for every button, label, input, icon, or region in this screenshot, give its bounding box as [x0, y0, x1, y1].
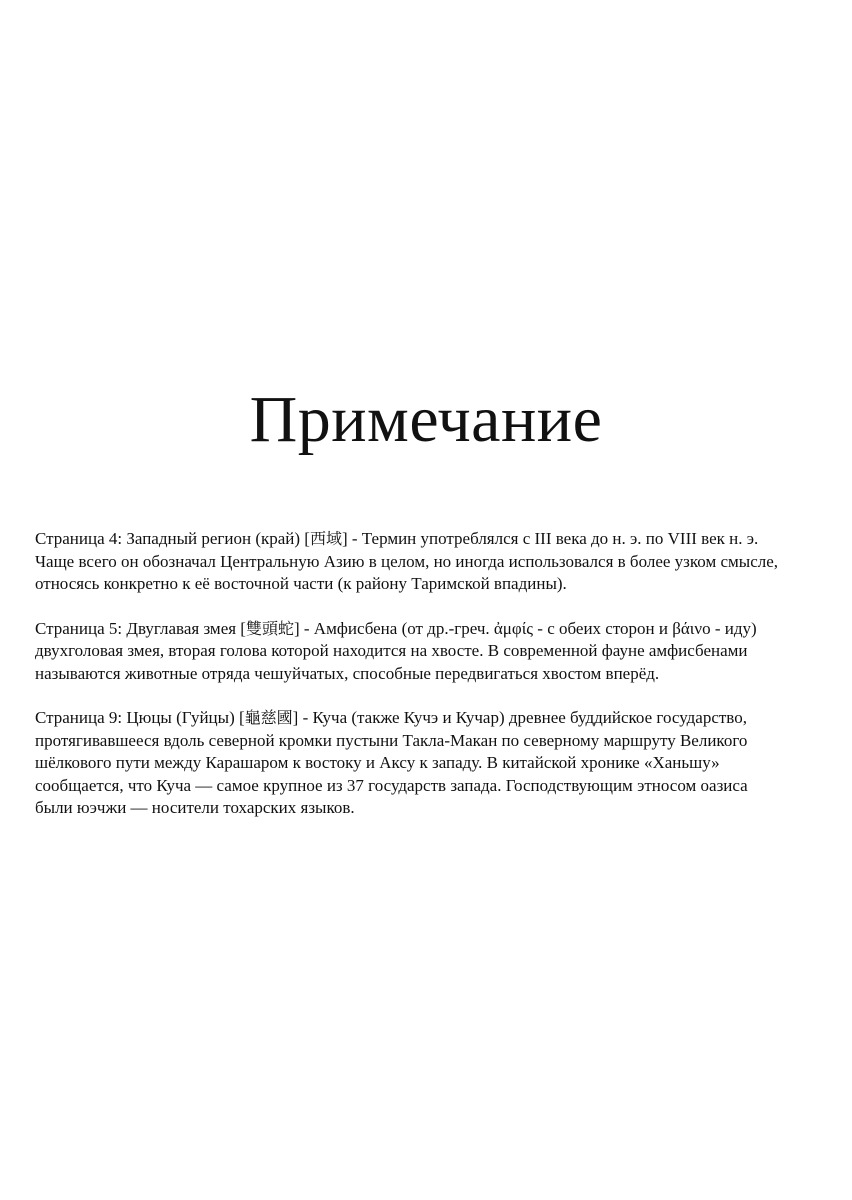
note-term-chinese: 龜慈國: [244, 708, 293, 727]
note-line: [35, 707, 825, 730]
note-line: [35, 528, 825, 551]
note-line: были юэчжи — носители тохарских языков.: [35, 798, 355, 817]
note-line: [35, 618, 825, 641]
note-line-prefix: Страница 4: Западный регион (край) [: [35, 529, 310, 548]
note-line: протягивавшееся вдоль северной кромки пустыни Такла-Макан по северному маршруту Великого: [35, 730, 748, 750]
note-line-prefix: Страница 9: Цюцы (Гуйцы) [: [35, 708, 245, 727]
note-line: сообщается, что Куча — самое крупное из 37 государств запада. Господствующим этносом оазиса: [35, 775, 748, 795]
notes-list: [35, 528, 825, 842]
note-line: называются животные отряда чешуйчатых, способные передвигаться хвостом вперёд.: [35, 663, 660, 683]
note-page-4: [35, 528, 825, 596]
page-title: Примечание: [249, 383, 603, 456]
note-line-suffix: ] - Амфисбена (от др.-греч. ἀμφίς - с обеих сторон и βάινο - иду): [293, 618, 757, 638]
note-page-9: [35, 707, 825, 820]
note-line-suffix: ] - Термин употреблялся с III века до н. э. по VIII век н. э.: [341, 529, 759, 548]
note-line: шёлкового пути между Карашаром к востоку и Аксу к западу. В китайской хронике «Ханьшу»: [35, 753, 720, 772]
note-line: Чаще всего он обозначал Центральную Азию в целом, но иногда использовался в более узком смысле,: [35, 551, 779, 571]
note-line: двухголовая змея, вторая голова которой находится на хвосте. В современной фауне амфисбенами: [35, 641, 748, 660]
note-term-chinese: 西域: [309, 529, 342, 548]
note-line: относясь конкретно к её восточной части (к району Таримской впадины).: [35, 574, 567, 593]
note-line-prefix: Страница 5: Двуглавая змея [: [35, 618, 246, 638]
note-line-suffix: ] - Куча (также Кучэ и Кучар) древнее буддийское государство,: [292, 708, 747, 727]
note-term-chinese: 雙頭蛇: [245, 618, 294, 638]
note-page-5: [35, 618, 825, 686]
